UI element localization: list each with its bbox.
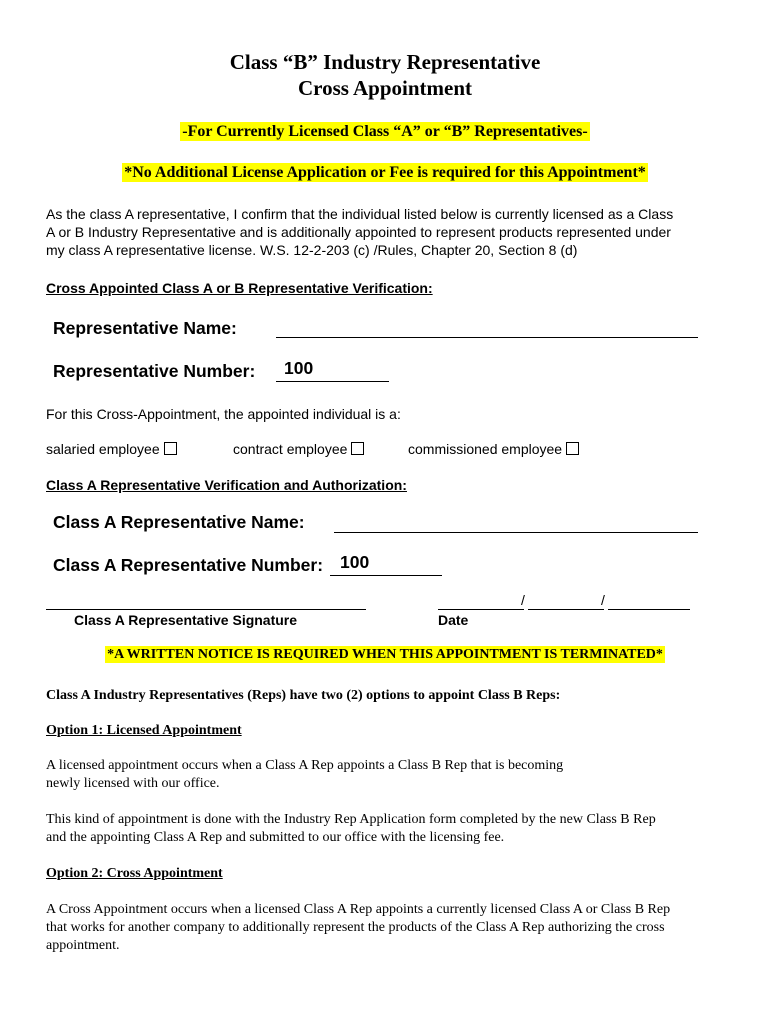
commissioned-checkbox[interactable] — [566, 442, 579, 455]
representative-number-field[interactable] — [276, 358, 389, 382]
fee-notice-text: *No Additional License Application or Fee is required for this Appointment* — [124, 164, 646, 181]
date-separator: / — [601, 592, 605, 608]
option1-p1-line: newly licensed with our office. — [46, 776, 220, 791]
appointment-type-prompt: For this Cross-Appointment, the appointed individual is a: — [46, 406, 401, 422]
page-title-line1: Class “B” Industry Representative — [229, 50, 541, 74]
termination-notice — [0, 647, 770, 663]
options-intro: Class A Industry Representatives (Reps) have two (2) options to appoint Class B Reps: — [46, 688, 561, 703]
option1-paragraph1 — [46, 757, 736, 793]
option1-paragraph2 — [46, 811, 746, 847]
option-contract-label: contract employee — [233, 441, 348, 457]
intro-line: my class A representative license. W.S. 12-2-203 (c) /Rules, Chapter 20, Section 8 (d) — [46, 242, 578, 258]
representative-name-field[interactable] — [276, 337, 698, 338]
intro-line: As the class A representative, I confirm that the individual listed below is currently licensed as a Class — [46, 206, 674, 222]
contract-checkbox[interactable] — [351, 442, 364, 455]
page-title-line2: Cross Appointment — [297, 76, 473, 100]
subtitle — [0, 123, 770, 141]
date-separator: / — [521, 592, 525, 608]
intro-paragraph — [46, 205, 736, 259]
section-heading-class-a: Class A Representative Verification and Authorization: — [46, 477, 407, 493]
option2-p1-line: appointment. — [46, 938, 120, 953]
class-a-number-value: 100 — [340, 552, 370, 572]
intro-line: A or B Industry Representative and is additionally appointed to represent products represented under — [46, 224, 671, 240]
option-salaried-label: salaried employee — [46, 441, 160, 457]
representative-number-value: 100 — [284, 358, 314, 378]
class-a-name-field[interactable] — [334, 532, 698, 533]
class-a-number-field[interactable] — [330, 552, 442, 576]
date-label: Date — [438, 612, 469, 628]
option2-p1-line: that works for another company to additionally represent the products of the Class A Rep authorizing the cross — [46, 920, 665, 935]
class-a-number-label: Class A Representative Number: — [53, 555, 324, 575]
option2-paragraph1 — [46, 901, 746, 955]
option1-heading: Option 1: Licensed Appointment — [46, 723, 242, 738]
option2-p1-line: A Cross Appointment occurs when a licensed Class A Rep appoints a currently licensed Class A or Class B Rep — [46, 902, 671, 917]
fee-notice — [0, 164, 770, 182]
signature-label: Class A Representative Signature — [74, 612, 298, 628]
option1-p2-line: This kind of appointment is done with the Industry Rep Application form completed by the new Class B Rep — [46, 812, 656, 827]
representative-number-label: Representative Number: — [53, 361, 256, 381]
option-commissioned[interactable] — [408, 440, 579, 458]
section-heading-representative: Cross Appointed Class A or B Representative Verification: — [46, 280, 433, 296]
option-commissioned-label: commissioned employee — [408, 441, 563, 457]
date-year-field[interactable] — [608, 609, 690, 610]
option-contract[interactable] — [233, 440, 364, 458]
option1-p1-line: A licensed appointment occurs when a Class A Rep appoints a Class B Rep that is becoming — [46, 758, 564, 773]
subtitle-text: -For Currently Licensed Class “A” or “B” Representatives- — [182, 123, 588, 140]
option-salaried[interactable] — [46, 440, 177, 458]
signature-line[interactable] — [46, 609, 366, 610]
class-a-name-label: Class A Representative Name: — [53, 512, 305, 532]
option2-heading: Option 2: Cross Appointment — [46, 866, 223, 881]
representative-name-label: Representative Name: — [53, 318, 237, 338]
date-day-field[interactable] — [528, 609, 604, 610]
date-month-field[interactable] — [438, 609, 524, 610]
option1-p2-line: and the appointing Class A Rep and submitted to our office with the licensing fee. — [46, 830, 505, 845]
termination-notice-text: *A WRITTEN NOTICE IS REQUIRED WHEN THIS APPOINTMENT IS TERMINATED* — [107, 647, 663, 662]
salaried-checkbox[interactable] — [164, 442, 177, 455]
